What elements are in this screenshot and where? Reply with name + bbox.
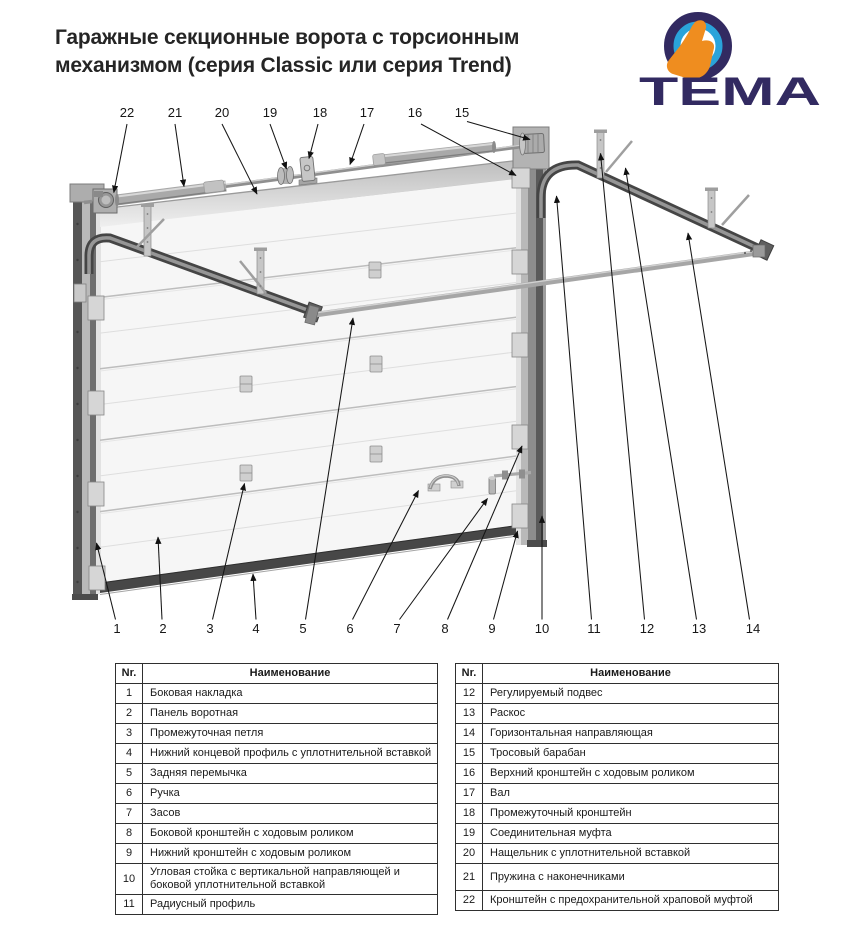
part-number-cell: 1 [116,684,143,704]
table-row [456,764,779,784]
top-roller-bracket [512,168,530,188]
part-name-cell: Тросовый барабан [483,744,779,764]
part-name-cell: Соединительная муфта [483,824,779,844]
part-name-cell: Боковая накладка [143,684,438,704]
table-row [116,764,438,784]
table-row [456,844,779,864]
part-name-cell: Вал [483,784,779,804]
part-number-cell: 8 [116,824,143,844]
callout-2: 2 [159,621,167,636]
part-name-cell: Пружина с наконечниками [483,864,779,891]
table-row [116,784,438,804]
callout-21: 21 [167,105,183,120]
callout-16: 16 [407,105,423,120]
callout-19: 19 [262,105,278,120]
table-row [116,744,438,764]
logo-brand-text: TEMA [639,70,821,110]
table-row [456,804,779,824]
part-number-cell: 22 [456,891,483,911]
callout-9: 9 [488,621,496,636]
part-name-cell: Нижний кронштейн с ходовым роликом [143,844,438,864]
table-row [456,784,779,804]
part-name-cell: Панель воротная [143,704,438,724]
part-number-cell: 10 [116,864,143,895]
part-name-cell: Радиусный профиль [143,895,438,915]
callout-11: 11 [587,621,601,636]
table-row [116,864,438,895]
part-number-cell: 2 [116,704,143,724]
callout-22: 22 [119,105,135,120]
callout-13: 13 [691,621,707,636]
name-header: Наименование [143,664,438,684]
callout-15: 15 [454,105,470,120]
part-name-cell: Раскос [483,704,779,724]
part-number-cell: 19 [456,824,483,844]
right-track [541,165,774,260]
table-row [456,684,779,704]
callout-4: 4 [252,621,260,636]
name-header: Наименование [483,664,779,684]
table-row [456,864,779,891]
part-name-cell: Нащельник с уплотнительной вставкой [483,844,779,864]
page-title-line1: Гаражные секционные ворота с торсионным [55,26,520,49]
nr-header: Nr. [116,664,143,684]
parts-table-left [115,663,438,915]
callout-14: 14 [745,621,761,636]
table-row [116,895,438,915]
part-number-cell: 3 [116,724,143,744]
table-header-row [116,664,438,684]
part-number-cell: 5 [116,764,143,784]
table-row [456,724,779,744]
part-name-cell: Горизонтальная направляющая [483,724,779,744]
table-row [116,704,438,724]
shaft-coupling [278,167,294,185]
part-number-cell: 16 [456,764,483,784]
table-row [456,891,779,911]
part-number-cell: 12 [456,684,483,704]
callout-numbers-bottom [113,621,760,636]
part-number-cell: 4 [116,744,143,764]
part-number-cell: 6 [116,784,143,804]
table-header-row [456,664,779,684]
torsion-spring-right [373,141,496,166]
callout-1: 1 [113,621,121,636]
nr-header: Nr. [456,664,483,684]
table-row [116,804,438,824]
part-name-cell: Регулируемый подвес [483,684,779,704]
callout-17: 17 [359,105,375,120]
part-number-cell: 7 [116,804,143,824]
door-panel [100,178,521,583]
table-row [456,744,779,764]
table-row [116,684,438,704]
page-title-line2: механизмом (серия Classic или серия Trend) [55,54,512,77]
part-name-cell: Засов [143,804,438,824]
part-number-cell: 11 [116,895,143,915]
part-number-cell: 21 [456,864,483,891]
part-name-cell: Промежуточный кронштейн [483,804,779,824]
callout-6: 6 [346,621,354,636]
part-number-cell: 20 [456,844,483,864]
part-number-cell: 18 [456,804,483,824]
table-row [116,724,438,744]
parts-table-right [455,663,779,911]
part-number-cell: 13 [456,704,483,724]
part-name-cell: Кронштейн с предохранительной храповой муфтой [483,891,779,911]
callout-numbers-top [120,105,469,120]
intermediate-bracket [299,156,317,185]
part-number-cell: 15 [456,744,483,764]
callout-10: 10 [534,621,550,636]
callout-20: 20 [214,105,230,120]
table-row [116,824,438,844]
part-number-cell: 14 [456,724,483,744]
part-name-cell: Нижний концевой профиль с уплотнительной вставкой [143,744,438,764]
callout-7: 7 [393,621,401,636]
part-number-cell: 17 [456,784,483,804]
table-row [116,844,438,864]
part-name-cell: Ручка [143,784,438,804]
part-name-cell: Боковой кронштейн с ходовым роликом [143,824,438,844]
part-name-cell: Верхний кронштейн с ходовым роликом [483,764,779,784]
callout-3: 3 [206,621,214,636]
cable-drum [520,133,545,155]
part-name-cell: Задняя перемычка [143,764,438,784]
table-row [456,824,779,844]
callout-5: 5 [299,621,307,636]
part-name-cell: Промежуточная петля [143,724,438,744]
part-name-cell: Угловая стойка с вертикальной направляющей и боковой уплотнительной вставкой [143,864,438,895]
table-row [456,704,779,724]
callout-12: 12 [639,621,655,636]
part-number-cell: 9 [116,844,143,864]
callout-18: 18 [312,105,328,120]
callout-8: 8 [441,621,449,636]
